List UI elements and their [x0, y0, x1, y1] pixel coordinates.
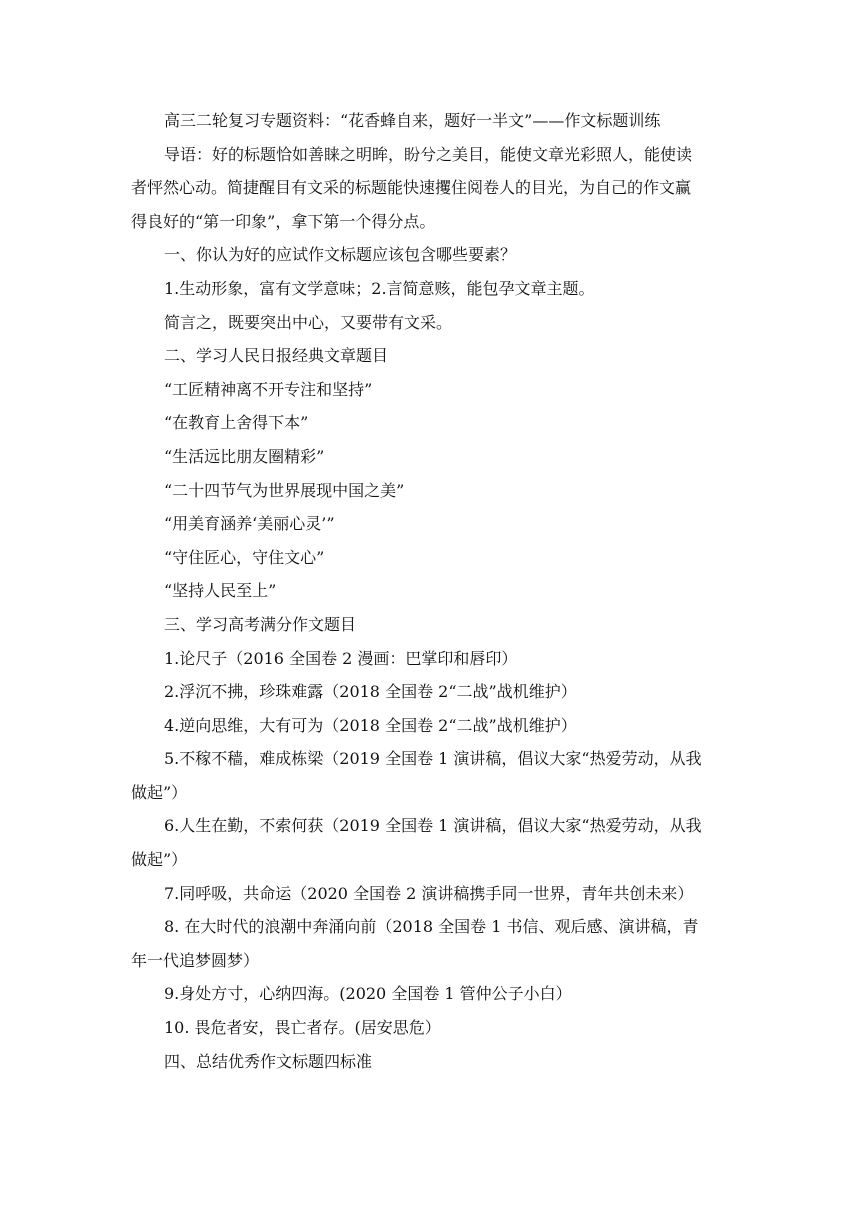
section-1-heading: 一、你认为好的应试作文标题应该包含哪些要素？: [164, 245, 517, 265]
intro-line-1: 导语：好的标题恰如善睐之明眸，盼兮之美目，能使文章光彩照人，能使读: [164, 144, 693, 164]
document-title: 高三二轮复习专题资料：“花香蜂自来，题好一半文”——作文标题训练: [164, 111, 661, 130]
example-title: “坚持人民至上”: [164, 581, 277, 601]
example-title: “守住匠心，守住文心”: [164, 547, 325, 567]
essay-title-item: 6.人生在勤，不索何获（2019 全国卷 1 演讲稿，倡议大家“热爱劳动，从我: [164, 816, 702, 836]
essay-title-item: 7.同呼吸，共命运（2020 全国卷 2 演讲稿携手同一世界，青年共创未来）: [164, 883, 694, 903]
example-title: “在教育上舍得下本”: [164, 413, 309, 433]
example-title: “生活远比朋友圈精彩”: [164, 446, 325, 466]
essay-title-item: 8. 在大时代的浪潮中奔涌向前（2018 全国卷 1 书信、观后感、演讲稿，青: [164, 917, 699, 937]
essay-title-item: 1.论尺子（2016 全国卷 2 漫画：巴掌印和唇印）: [164, 648, 518, 668]
essay-title-item-continued: 做起”）: [131, 850, 188, 870]
essay-title-item: 10. 畏危者安，畏亡者存。(居安思危）: [164, 1018, 441, 1038]
essay-title-item: 5.不稼不穑，难成栋梁（2019 全国卷 1 演讲稿，倡议大家“热爱劳动，从我: [164, 749, 702, 769]
essay-title-item-continued: 年一代追梦圆梦）: [131, 950, 260, 970]
intro-line-2: 者怦然心动。简捷醒目有文采的标题能快速攫住阅卷人的目光，为自己的作文赢: [131, 178, 692, 198]
example-title: “二十四节气为世界展现中国之美”: [164, 480, 405, 500]
document-body: [131, 104, 731, 1078]
section-1-item: 1.生动形象，富有文学意味；2.言简意赅，能包孕文章主题。: [164, 278, 595, 298]
essay-title-item: 2.浮沉不拂，珍珠难露（2018 全国卷 2“二战”战机维护）: [164, 682, 577, 702]
intro-line-3: 得良好的“第一印象”，拿下第一个得分点。: [131, 211, 436, 231]
essay-title-item-continued: 做起”）: [131, 782, 188, 802]
essay-title-item: 9.身处方寸，心纳四海。(2020 全国卷 1 管仲公子小白）: [164, 984, 572, 1004]
section-4-heading: 四、总结优秀作文标题四标准: [164, 1051, 373, 1071]
section-3-heading: 三、学习高考满分作文题目: [164, 614, 357, 634]
section-1-item: 简言之，既要突出中心，又要带有文采。: [164, 312, 453, 332]
section-2-heading: 二、学习人民日报经典文章题目: [164, 346, 389, 366]
example-title: “用美育涵养‘美丽心灵’”: [164, 514, 335, 534]
example-title: “工匠精神离不开专注和坚持”: [164, 379, 373, 399]
essay-title-item: 4.逆向思维，大有可为（2018 全国卷 2“二战”战机维护）: [164, 715, 577, 735]
